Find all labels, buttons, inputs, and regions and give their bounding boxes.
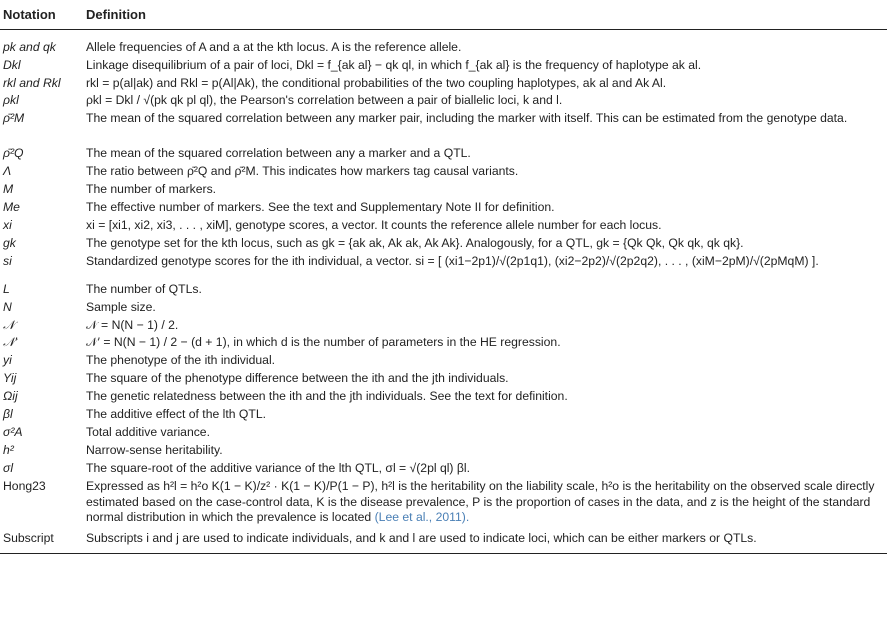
definition-text: The square-root of the additive variance of the lth QTL, σl = √(2pl ql) βl. <box>86 461 470 475</box>
table-row <box>0 351 887 369</box>
table-row <box>0 74 887 92</box>
notation-cell: Subscript <box>3 531 54 545</box>
table-bottom-rule <box>0 553 887 554</box>
definition-cell <box>86 425 887 441</box>
table-row <box>0 56 887 74</box>
notation-cell: pk and qk <box>3 40 56 54</box>
definition-text: 𝒩′ = N(N − 1) / 2 − (d + 1), in which d is the number of parameters in the HE regression. <box>86 335 561 349</box>
notation-cell: M <box>3 182 14 196</box>
table-header <box>0 0 887 30</box>
definition-text: The effective number of markers. See the text and Supplementary Note II for definition. <box>86 200 555 214</box>
table-row <box>0 405 887 423</box>
table-row <box>0 91 887 109</box>
definition-text: 𝒩 = N(N − 1) / 2. <box>86 317 179 332</box>
table-row <box>0 387 887 405</box>
header-definition: Definition <box>86 7 146 22</box>
definition-text: xi = [xi1, xi2, xi3, . . . , xiM], genotype scores, a vector. It counts the reference allele number for each locus. <box>86 218 662 232</box>
definition-text: The additive effect of the lth QTL. <box>86 407 266 421</box>
table-row <box>0 109 887 144</box>
notation-cell: ρkl <box>3 93 19 107</box>
notation-cell: βl <box>3 407 13 421</box>
definition-cell <box>86 164 887 180</box>
notation-cell: Hong23 <box>3 479 46 493</box>
table-row <box>0 280 887 298</box>
definition-text: Standardized genotype scores for the ith individual, a vector. si = [ (xi1−2p1)/√(2p1q1), (xi2−2p2)/√(2p2q2), . . . , (xiM−2pM)/√(2pMqM) ]. <box>86 254 819 268</box>
notation-cell: 𝒩′ <box>3 335 17 349</box>
definition-text: The phenotype of the ith individual. <box>86 353 276 367</box>
definition-text: Expressed as h²l = h²o K(1 − K)/z² · K(1 − K)/P(1 − P), h²l is the heritability on the liability scale, h²o is the heritability on the observed scale directly estimated based on the case-control data, K is the disease prevalence, P is the proportion of cases in the data, and z is the height of the standard normal distribution in which the prevalence is located <box>86 479 875 524</box>
table-row <box>0 529 887 547</box>
definition-text: The number of markers. <box>86 182 217 196</box>
notation-cell: N <box>3 300 12 314</box>
notation-cell: Me <box>3 200 20 214</box>
table-row <box>0 459 887 477</box>
definition-text: The ratio between ρ̄²Q and ρ̄²M. This indicates how markers tag causal variants. <box>86 164 519 178</box>
definition-cell <box>86 371 887 387</box>
table-row <box>0 30 887 56</box>
notation-cell: σ²A <box>3 425 23 439</box>
definition-text: Allele frequencies of A and a at the kth locus. A is the reference allele. <box>86 40 462 54</box>
definition-cell <box>86 353 887 369</box>
definition-cell <box>86 443 887 459</box>
definition-cell <box>86 479 887 529</box>
definition-cell <box>86 318 887 334</box>
definition-text: The genetic relatedness between the ith and the jth individuals. See the text for definition. <box>86 389 568 403</box>
definition-cell <box>86 111 887 144</box>
notation-cell: yi <box>3 353 12 367</box>
table-row <box>0 234 887 252</box>
definition-cell <box>86 389 887 405</box>
table-row <box>0 298 887 316</box>
citation-link[interactable]: (Lee et al., 2011). <box>374 510 470 524</box>
definition-cell <box>86 182 887 198</box>
definition-cell <box>86 58 887 74</box>
notation-cell: si <box>3 254 12 268</box>
table-row <box>0 369 887 387</box>
table-row <box>0 333 887 351</box>
notation-cell: σl <box>3 461 14 475</box>
notation-cell: xi <box>3 218 12 232</box>
definition-cell <box>86 40 887 56</box>
table-row <box>0 198 887 216</box>
definition-text: Linkage disequilibrium of a pair of loci, Dkl = f_{ak al} − qk ql, in which f_{ak al} is the frequency of haplotype ak al. <box>86 57 702 72</box>
definition-cell <box>86 531 887 547</box>
definition-text: The mean of the squared correlation between any a marker and a QTL. <box>86 146 471 160</box>
definition-text: Subscripts i and j are used to indicate individuals, and k and l are used to indicate loci, which can be either markers or QTLs. <box>86 531 757 545</box>
table-row <box>0 252 887 280</box>
definition-cell <box>86 93 887 109</box>
notation-cell: Ωij <box>3 389 18 403</box>
definition-text: rkl = p(al|ak) and Rkl = p(Al|Ak), the conditional probabilities of the two coupling haplotypes, ak al and Ak Al. <box>86 75 667 90</box>
table-row <box>0 423 887 441</box>
header-notation: Notation <box>3 7 56 22</box>
definition-text: Narrow-sense heritability. <box>86 443 223 457</box>
definition-cell <box>86 300 887 316</box>
definition-text: The square of the phenotype difference between the ith and the jth individuals. <box>86 371 509 385</box>
definition-cell <box>86 407 887 423</box>
table-row <box>0 216 887 234</box>
definition-cell <box>86 254 887 280</box>
notation-cell: L <box>3 282 10 296</box>
definition-cell <box>86 200 887 216</box>
table-row <box>0 144 887 162</box>
notation-cell: ρ̄²M <box>3 111 25 125</box>
notation-cell: rkl and Rkl <box>3 75 61 90</box>
definition-text: The genotype set for the kth locus, such as gk = {ak ak, Ak ak, Ak Ak}. Analogously, for a QTL, gk = {Qk Qk, Qk qk, qk qk}. <box>86 236 744 250</box>
notation-cell: 𝒩 <box>3 317 15 332</box>
definition-cell <box>86 461 887 477</box>
definition-cell <box>86 218 887 234</box>
definition-cell <box>86 335 887 351</box>
definition-cell <box>86 146 887 162</box>
table-row <box>0 441 887 459</box>
definition-text: ρkl = Dkl / √(pk qk pl ql), the Pearson's correlation between a pair of biallelic loci, k and l. <box>86 93 563 107</box>
table-body <box>0 30 887 547</box>
table-row <box>0 162 887 180</box>
definition-text: The number of QTLs. <box>86 282 202 296</box>
notation-cell: Λ <box>3 164 12 178</box>
definition-cell <box>86 76 887 92</box>
definition-cell <box>86 236 887 252</box>
notation-cell: Yij <box>3 371 17 385</box>
table-row <box>0 316 887 334</box>
definition-cell <box>86 282 887 298</box>
definition-text: The mean of the squared correlation between any marker pair, including the marker with itself. This can be estimated from the genotype data. <box>86 111 848 125</box>
notation-cell: gk <box>3 236 16 250</box>
table-row <box>0 477 887 529</box>
notation-cell: h² <box>3 443 14 457</box>
definition-text: Total additive variance. <box>86 425 210 439</box>
table-row <box>0 180 887 198</box>
definition-text: Sample size. <box>86 300 156 314</box>
notation-cell: Dkl <box>3 57 21 72</box>
notation-cell: ρ̄²Q <box>3 146 24 160</box>
